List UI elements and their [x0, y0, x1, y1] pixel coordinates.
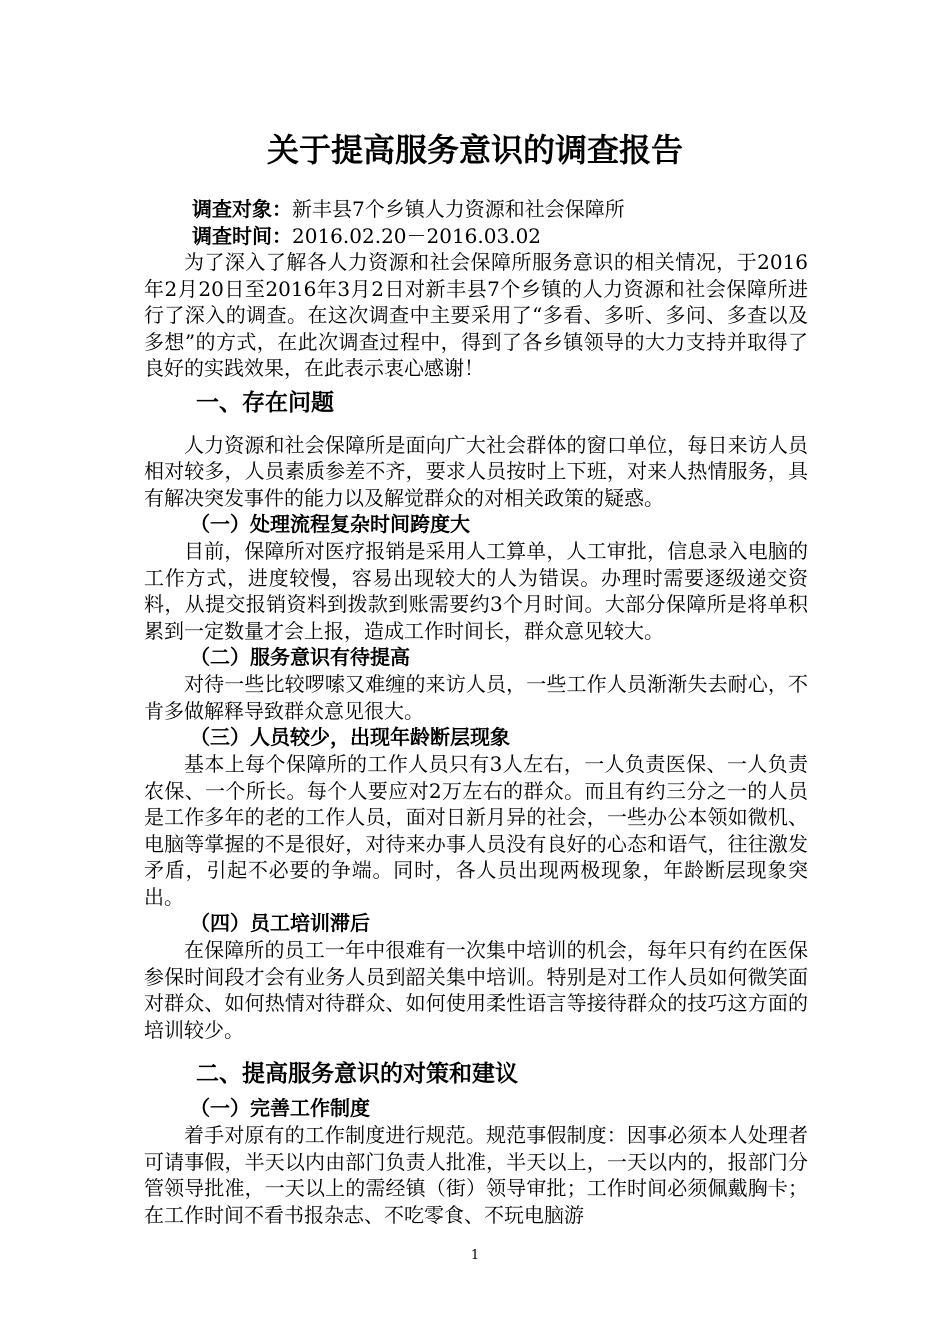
subsection-body-2: 对待一些比较啰嗦又难缠的来访人员，一些工作人员渐渐失去耐心，不肯多做解释导致群众意见很大。	[144, 672, 808, 723]
subsection-heading-2: （二）服务意识有待提高	[190, 645, 410, 669]
subsection-heading-1: （一）处理流程复杂时间跨度大	[190, 512, 470, 536]
subsection-body-4: 在保障所的员工一年中很难有一次集中培训的机会，每年只有约在医保参保时间段才会有业务人员到韶关集中培训。特别是对工作人员如何微笑面对群众、如何热情对待群众、如何使用柔性语言等接待群众的技巧这方面的培训较少。	[144, 938, 808, 1042]
survey-time	[144, 223, 808, 250]
document-body	[144, 196, 808, 1228]
survey-subject-label: 调查对象：	[192, 197, 292, 221]
suggestion-body-1: 着手对原有的工作制度进行规范。规范事假制度：因事必须本人处理者可请事假，半天以内由部门负责人批准，半天以上，一天以内的，报部门分管领导批准，一天以上的需经镇（街）领导审批；工作时间必须佩戴胸卡；在工作时间不看书报杂志、不吃零食、不玩电脑游	[144, 1123, 808, 1227]
intro-paragraph: 为了深入了解各人力资源和社会保障所服务意识的相关情况，于2016年2月20日至2016年3月2日对新丰县7个乡镇的人力资源和社会保障所进行了深入的调查。在这次调查中主要采用了“多看、多听、多问、多查以及多想”的方式，在此次调查过程中，得到了各乡镇领导的大力支持并取得了良好的实践效果，在此表示衷心感谢！	[144, 250, 808, 380]
subsection-body-3: 基本上每个保障所的工作人员只有3人左右，一人负责医保、一人负责农保、一个所长。每个人要应对2万左右的群众。而且有约三分之一的人员是工作多年的老的工作人员，面对日新月异的社会，一些办公本领如微机、电脑等掌握的不是很好，对待来办事人员没有良好的心态和语气，往往激发矛盾，引起不必要的争端。同时，各人员出现两极现象，年龄断层现象突出。	[144, 752, 808, 909]
page-number: 1	[470, 1248, 480, 1263]
survey-subject-value: 新丰县7个乡镇人力资源和社会保障所	[292, 197, 625, 221]
document-title: 关于提高服务意识的调查报告	[266, 131, 683, 169]
subsection-body-1: 目前，保障所对医疗报销是采用人工算单，人工审批，信息录入电脑的工作方式，进度较慢，容易出现较大的人为错误。办理时需要逐级递交资料，从提交报销资料到拨款到账需要约3个月时间。大部分保障所是将单积累到一定数量才会上报，造成工作时间长，群众意见较大。	[144, 539, 808, 643]
problems-intro-paragraph: 人力资源和社会保障所是面向广大社会群体的窗口单位，每日来访人员相对较多，人员素质参差不齐，要求人员按时上下班，对来人热情服务，具有解决突发事件的能力以及解觉群众的对相关政策的疑惑。	[144, 432, 808, 510]
survey-subject	[144, 196, 808, 223]
survey-time-value: 2016.02.20－2016.03.02	[292, 223, 542, 248]
suggestion-heading-1: （一）完善工作制度	[190, 1096, 370, 1120]
section-heading-problems: 一、存在问题	[196, 389, 334, 416]
survey-time-label: 调查时间：	[192, 223, 292, 248]
subsection-heading-3: （三）人员较少，出现年龄断层现象	[190, 725, 510, 749]
subsection-heading-4: （四）员工培训滞后	[190, 911, 370, 935]
section-heading-suggestions: 二、提高服务意识的对策和建议	[196, 1061, 518, 1087]
